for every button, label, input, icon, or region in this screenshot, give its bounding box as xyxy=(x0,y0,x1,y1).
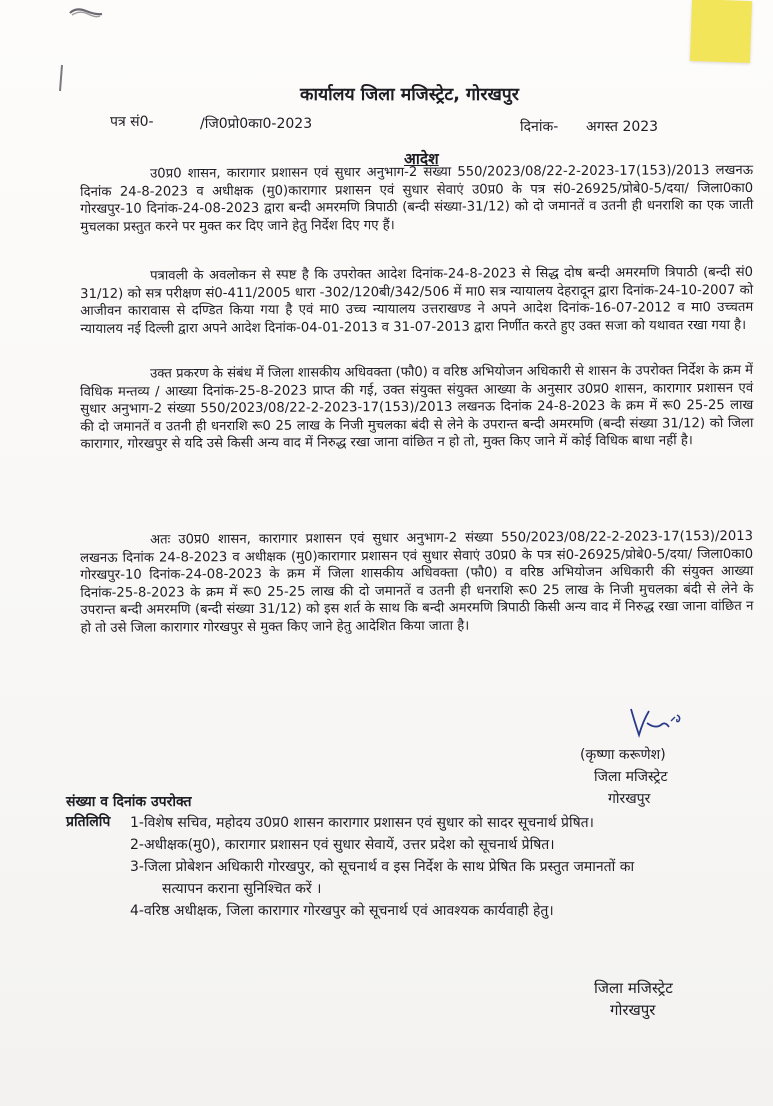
footer-place: गोरखपुर xyxy=(610,1001,656,1019)
paragraph-text: पत्रावली के अवलोकन से स्पष्ट है कि उपरोक्त आदेश दिनांक-24-8-2023 से सिद्ध दोष बन्दी अमरमणि त्रिपाठी (बन्दी सं0 31/12) को सत्र परीक्षण सं0-411/2005 धारा -302/120बी/342/506 में मा0 सत्र न्यायालय देहरादून द्वारा दिनांक-24-10-2007 को आजीवन कारावास से दण्डित किया गया है एवं मा0 उच्च न्यायालय उत्तराखण्ड ने अपने आदेश दिनांक-16-07-2012 व मा0 उच्चतम न्यायालय नई दिल्ली द्वारा अपने आदेश दिनांक-04-01-2013 व 31-07-2013 द्वारा निर्णीत करते हुए उक्त सजा को यथावत रखा गया है। xyxy=(80,264,754,337)
signatory-place: गोरखपुर xyxy=(608,791,651,807)
pen-stroke-mark xyxy=(58,64,64,92)
footer-designation: जिला मजिस्ट्रेट xyxy=(594,979,673,997)
copy-item: 2-अधीक्षक(मु0), कारागार प्रशासन एवं सुधार सेवायें, उत्तर प्रदेश को सूचनार्थ प्रेषित। xyxy=(130,837,555,853)
paragraph-text: उ0प्र0 शासन, कारागार प्रशासन एवं सुधार अनुभाग-2 संख्या 550/2023/08/22-2-2023-17(153)/2013 लखनऊ दिनांक 24-8-2023 व अधीक्षक (मु0)कारागार प्रशासन एवं सुधार सेवाएं उ0प्र0 के पत्र सं0-26925/प्रोबे0-5/दया/ जिला0का0 गोरखपुर-10 दिनांक-24-08-2023 द्वारा बन्दी अमरमणि त्रिपाठी (बन्दी संख्या-31/12) को दो जमानतें व उतनी ही धनराशि का एक जाती मुचलका प्रस्तुत करने पर मुक्त कर दिए जाने हेतु निर्देश दिए गए हैं। xyxy=(80,162,754,235)
copy-item-continuation: सत्यापन कराना सुनिश्चित करें । xyxy=(162,881,322,897)
copy-item: 3-जिला प्रोबेशन अधिकारी गोरखपुर, को सूचनार्थ व इस निर्देश के साथ प्रेषित कि प्रस्तुत जमानतों का xyxy=(130,859,635,875)
reference-number: /जि0प्रो0का0-2023 xyxy=(200,116,313,132)
sticky-note xyxy=(690,0,752,63)
body-paragraph xyxy=(80,162,753,236)
paper-clip-icon xyxy=(68,6,104,20)
body-paragraph xyxy=(80,264,753,338)
date-value: अगस्त 2023 xyxy=(586,119,659,135)
signatory-name: (कृष्णा करूणेश) xyxy=(580,747,666,763)
office-title: कार्यालय जिला मजिस्ट्रेट, गोरखपुर xyxy=(300,85,519,105)
date-label: दिनांक- xyxy=(520,119,559,135)
handwritten-signature xyxy=(625,703,685,743)
paragraph-text: अतः उ0प्र0 शासन, कारागार प्रशासन एवं सुधार अनुभाग-2 संख्या 550/2023/08/22-2-2023-17(153)/2013 लखनऊ दिनांक 24-8-2023 व अधीक्षक (मु0)कारागार प्रशासन एवं सुधार सेवाएं उ0प्र0 के पत्र सं0-26925/प्रोबे0-5/दया/ जिला0का0 गोरखपुर-10 दिनांक-24-08-2023 के क्रम में जिला शासकीय अधिवक्ता (फौ0) व वरिष्ठ अभियोजन अधिकारी की संयुक्त आख्या दिनांक-25-8-2023 के क्रम में रू0 25-25 लाख की दो जमानतें व उतनी ही धनराशि रू0 25 लाख के निजी मुचलका बंदी से लेने के उपरान्त बन्दी अमरमणि (बन्दी संख्या 31/12) को इस शर्त के साथ कि बन्दी अमरमणि त्रिपाठी किसी अन्य वाद में निरुद्ध रखा जाना वांछित न हो तो उसे जिला कारागार गोरखपुर से मुक्त किए जाने हेतु आदेशित किया जाता है। xyxy=(80,528,754,636)
body-paragraph xyxy=(80,362,754,454)
order-heading: आदेश xyxy=(404,150,439,168)
copy-recipients-list xyxy=(130,812,750,922)
reference-prefix: पत्र सं0- xyxy=(110,114,154,130)
paragraph-text: उक्त प्रकरण के संबंध में जिला शासकीय अधिवक्ता (फौ0) व वरिष्ठ अभियोजन अधिकारी से शासन के उपरोक्त निर्देश के क्रम में विधिक मन्तव्य / आख्या दिनांक-25-8-2023 प्राप्त की गई, उक्त संयुक्त संयुक्त आख्या के अनुसार उ0प्र0 शासन, कारागार प्रशासन एवं सुधार अनुभाग-2 संख्या 550/2023/08/22-2-2023-17(153)/2013 लखनऊ दिनांक 24-8-2023 के क्रम में रू0 25-25 लाख की दो जमानतें व उतनी ही धनराशि रू0 25 लाख के निजी मुचलका बंदी से लेने के उपरान्त बन्दी अमरमणि (बन्दी संख्या 31/12) को जिला कारागार, गोरखपुर से यदि उसे किसी अन्य वाद में निरुद्ध रखा जाना वांछित न हो तो, मुक्त किए जाने में कोई विधिक बाधा नहीं है। xyxy=(80,362,754,453)
signatory-designation: जिला मजिस्ट्रेट xyxy=(594,769,668,785)
copy-item: 1-विशेष सचिव, महोदय उ0प्र0 शासन कारागार प्रशासन एवं सुधार को सादर सूचनार्थ प्रेषित। xyxy=(130,815,594,831)
body-paragraph xyxy=(80,528,754,638)
copy-label: प्रतिलिपि xyxy=(66,814,111,830)
copy-item: 4-वरिष्ठ अधीक्षक, जिला कारागार गोरखपुर को सूचनार्थ एवं आवश्यक कार्यवाही हेतु। xyxy=(130,903,554,919)
number-date-note: संख्या व दिनांक उपरोक्त xyxy=(66,794,192,810)
